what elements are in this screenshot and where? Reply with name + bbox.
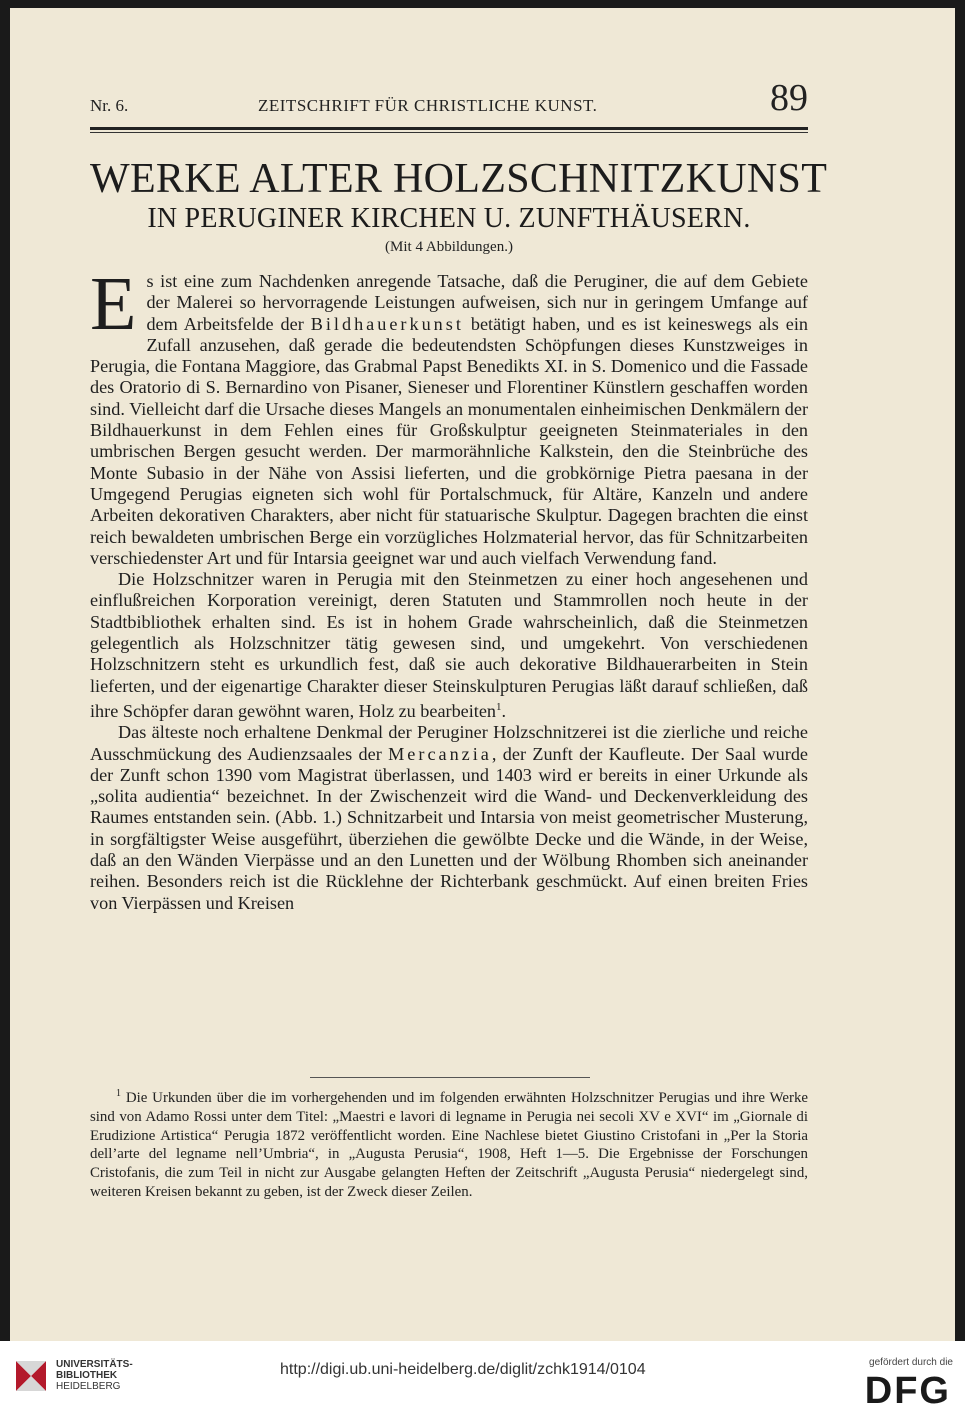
- paragraph-3-text-b: , der Zunft der Kaufleute. Der Saal wurde der Zunft schon 1390 vom Magistrat überlassen, und 1403 wird er bereits in einer Urkunde als „solita audientia“ bezeichnet. In der Zwischenzeit wird die Wand- und Deckenverkleidung des Raumes entstanden sein. (Abb. 1.) Schnitzarbeit und Intarsia von meist geometrischer Musterung, in sorgfältigster Weise ausgeführt, überziehen die gewölbte Decke und die Wände, in der Weise, daß an den Wänden Vierpässe und an den Lunetten und der Wölbung Rhomben sich aneinander reihen. Besonders reich ist die Rücklehne der Richterbank geschmückt. Auf einen breiten Fries von Vierpässen und Kreisen: [90, 743, 808, 913]
- digitization-footer: [0, 1341, 965, 1415]
- drop-cap: E: [90, 262, 137, 346]
- page-number: 89: [770, 77, 808, 119]
- paragraph-3: [90, 722, 808, 914]
- article-title-line2: IN PERUGINER KIRCHEN U. ZUNFTHÄUSERN.: [147, 203, 751, 234]
- university-library-logo-icon: [12, 1357, 50, 1395]
- paragraph-1-text-b: betätigt haben, und es ist keineswegs als ein Zufall anzusehen, daß gerade die bedeutendsten Schöpfungen dieses Kunstzweiges in Perugia, die Fontana Maggiore, das Grabmal Papst Benedikts XI. in S. Domenico und die Fassade des Oratorio di S. Bernardino von Pisaner, Sieneser und Florentiner Künstlern geschaffen worden sind. Vielleicht darf die Ursache dieses Mangels an monumentalen einheimischen Denkmälern der Bildhauerkunst in dem Fehlen eines für Großskulptur geeigneten Steinmateriales in den umbrischen Bergen gesucht werden. Der marmorähnliche Kalkstein, den die Steinbrüche des Monte Subasio in der Nähe von Assisi lieferten, und die grobkörnige Pietra paesana in der Umgegend Perugias eigneten sich wohl für Portalschmuck, für Altäre, Kanzeln und andere Arbeiten dekorativen Charakters, aber nicht für statuarische Skulptur. Dagegen brachten die einst reich bewaldeten umbrischen Berge ein vorzügliches Holzmaterial hervor, das für Schnitzarbeiten verschiedenster Art und für Intarsia geeignet war und auch vielfach Verwendung fand.: [90, 313, 808, 568]
- footnote-reference[interactable]: 1: [496, 700, 502, 713]
- permalink-url[interactable]: http://digi.ub.uni-heidelberg.de/diglit/zchk1914/0104: [280, 1361, 646, 1378]
- paragraph-2-end: .: [501, 701, 507, 721]
- paragraph-3-text-a: Das älteste noch erhaltene Denkmal der Peruginer Holzschnitzerei ist die zierliche und reiche Ausschmückung des Audienzsaales der: [90, 722, 808, 764]
- footnote-mark: 1: [116, 1088, 121, 1099]
- paragraph-2: [90, 569, 808, 722]
- footnote-text: Die Urkunden über die im vorhergehenden und im folgenden erwähnten Holzschnitzer Perugias und ihre Werke sind von Adamo Rossi unter dem Titel: „Maestri e lavori di legname in Perugia nei secoli XV e XVI“ im „Giornale di Erudizione Artistica“ Perugia 1872 veröffentlicht worden. Eine Nachlese bietet Giustino Cristofani in „Per la Storia dell’arte del legname nell’Umbria“, in „Augusta Perusia“, 1908, Heft 1—5. Die Ergebnisse der Forschungen Cristofanis, die zum Teil in nicht zur Ausgabe gelangten Heften der Zeitschrift „Augusta Perusia“ niedergelegt sind, weiteren Kreisen bekannt zu geben, ist der Zweck dieser Zeilen.: [90, 1089, 808, 1200]
- paragraph-2-text: Die Holzschnitzer waren in Perugia mit den Steinmetzen zu einer hoch angesehenen und einflußreichen Korporation vereinigt, deren Statuten und Stammrollen noch heute in der Stadtbibliothek erhalten sind. Es ist in hohem Grade wahrscheinlich, daß die Steinmetzen gelegentlich als Holzschnitzer tätig gewesen sind, und umgekehrt. Von verschiedenen Holzschnitzern steht es urkundlich fest, daß sie auch dekorative Bildhauerarbeiten in Stein lieferten, und der eigenartige Charakter dieser Steinskulpturen Perugias läßt darauf schließen, daß ihre Schöpfer daran gewöhnt waren, Holz zu bearbeiten: [90, 569, 808, 721]
- article-body: [90, 262, 808, 914]
- header-rule-thin: [90, 132, 808, 133]
- header-rule-thick: [90, 127, 808, 130]
- spaced-word-bildhauerkunst: Bildhauerkunst: [310, 313, 464, 334]
- footnote: [90, 1085, 808, 1202]
- scanned-page: [10, 8, 955, 1341]
- issue-number: Nr. 6.: [90, 96, 129, 115]
- paragraph-1: [90, 262, 808, 569]
- article-subtitle: (Mit 4 Abbildungen.): [385, 239, 513, 255]
- funder-label: gefördert durch die: [869, 1357, 953, 1368]
- dfg-logo: DFG: [864, 1370, 951, 1412]
- paragraph-1-text-a: s ist eine zum Nachdenken anregende Tatsache, daß die Peruginer, die auf dem Gebiete der Malerei so hervorragende Leistungen aufweisen, sich nur in geringem Umfange auf dem Arbeitsfelde der: [146, 271, 808, 334]
- library-name-line1: UNIVERSITÄTS-: [56, 1359, 133, 1370]
- footnote-rule: [310, 1077, 590, 1078]
- library-name-line3: HEIDELBERG: [56, 1381, 121, 1392]
- library-name: [56, 1359, 176, 1392]
- library-name-line2: BIBLIOTHEK: [56, 1370, 118, 1381]
- article-title-line1: WERKE ALTER HOLZSCHNITZKUNST: [90, 156, 828, 202]
- running-header: [90, 78, 808, 124]
- spaced-word-mercanzia: Mercanzia: [388, 743, 492, 764]
- journal-title: ZEITSCHRIFT FÜR CHRISTLICHE KUNST.: [258, 96, 598, 115]
